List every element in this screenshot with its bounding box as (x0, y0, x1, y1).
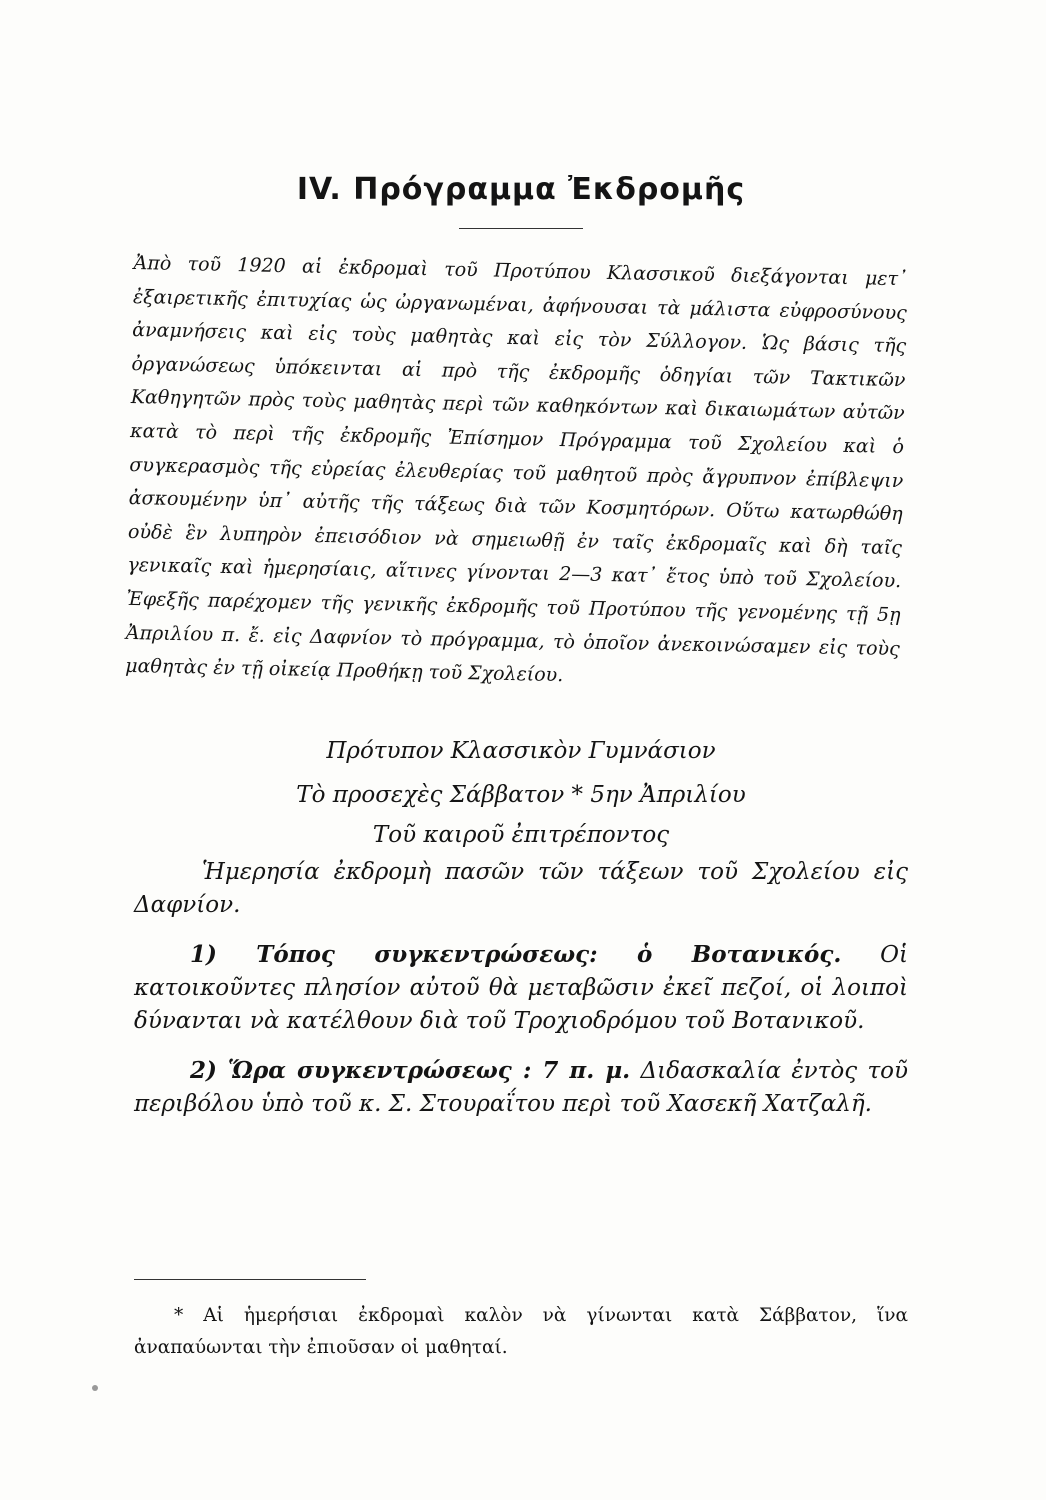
item-meeting-place-text: Οἱ κατοικοῦντες πλησίον αὐτοῦ θὰ μεταβῶσιν ἐκεῖ πεζοί, οἱ λοιποὶ δύνανται νὰ κατέλθουν διὰ τοῦ Τροχιοδρόμου τοῦ Βοτανικοῦ. (134, 941, 909, 1034)
title-divider (459, 228, 583, 229)
footnote-divider (134, 1279, 366, 1280)
item-meeting-time-heading: 2) Ὥρα συγκεντρώσεως : 7 π. μ. (190, 1056, 631, 1084)
footnote: * Αἱ ἡμερήσιαι ἐκδρομαὶ καλὸν νὰ γίνωνται κατὰ Σάββατον, ἵνα ἀναπαύωνται τὴν ἐπιοῦσαν οἱ μαθηταί. (134, 1305, 908, 1358)
intro-paragraph: Ἀπὸ τοῦ 1920 αἱ ἐκδρομαὶ τοῦ Προτύπου Κλασσικοῦ διεξάγονται μετ᾽ ἐξαιρετικῆς ἐπιτυχίας ὡς ὠργανωμέναι, ἀφήνουσαι τὰ μάλιστα εὐφροσύνους ἀναμνήσεις καὶ εἰς τοὺς μαθητὰς καὶ εἰς τὸν Σύλλογον. Ὡς βάσις τῆς ὀργανώσεως ὑπόκεινται αἱ πρὸ τῆς ἐκδρομῆς ὁδηγίαι τῶν Τακτικῶν Καθηγητῶν πρὸς τοὺς μαθητὰς περὶ τῶν καθηκόντων καὶ δικαιωμάτων αὐτῶν κατὰ τὸ περὶ τῆς ἐκδρομῆς Ἐπίσημον Πρόγραμμα τοῦ Σχολείου καὶ ὁ συγκερασμὸς τῆς εὐρείας ἐλευθερίας τοῦ μαθητοῦ πρὸς ἄγρυπνον ἐπίβλεψιν ἀσκουμένην ὑπ᾽ αὐτῆς τῆς τάξεως διὰ τῶν Κοσμητόρων. Οὕτω κατωρθώθη οὐδὲ ἓν λυπηρὸν ἐπεισόδιον νὰ σημειωθῇ ἐν ταῖς ἐκδρομαῖς καὶ δὴ ταῖς γενικαῖς καὶ ἡμερησίαις, αἵτινες γίνονται 2—3 κατ᾽ ἔτος ὑπὸ τοῦ Σχολείου. Ἐφεξῆς παρέχομεν τῆς γενικῆς ἐκδρομῆς τοῦ Προτύπου τῆς γενομένης τῇ 5ῃ Ἀπριλίου π. ἔ. εἰς Δαφνίον τὸ πρόγραμμα, τὸ ὁποῖον ἀνεκοινώσαμεν εἰς τοὺς μαθητὰς ἐν τῇ οἰκείᾳ Προθήκῃ τοῦ Σχολείου. (124, 251, 908, 687)
item-meeting-place (134, 938, 908, 1038)
item-meeting-place-heading: 1) Τόπος συγκεντρώσεως: ὁ Βοτανικός. (190, 940, 842, 968)
school-name-line: Πρότυπον Κλασσικὸν Γυμνάσιον (326, 737, 716, 764)
date-line: Τὸ προσεχὲς Σάββατον * 5ην Ἀπριλίου (296, 781, 746, 808)
excursion-summary: Ἡμερησία ἐκδρομὴ πασῶν τῶν τάξεων τοῦ Σχολείου εἰς Δαφνίον. (134, 858, 908, 918)
section-title: IV. Πρόγραμμα Ἐκδρομῆς (296, 172, 746, 207)
item-meeting-time-text: Διδασκαλία ἐντὸς τοῦ περιβόλου ὑπὸ τοῦ κ. Σ. Στουραΐτου περὶ τοῦ Χασεκῆ Χατζαλῆ. (134, 1057, 909, 1117)
paper-speck (92, 1385, 98, 1391)
item-meeting-time (134, 1054, 908, 1121)
page-content (124, 168, 909, 1121)
weather-line: Τοῦ καιροῦ ἐπιτρέποντος (372, 821, 670, 848)
